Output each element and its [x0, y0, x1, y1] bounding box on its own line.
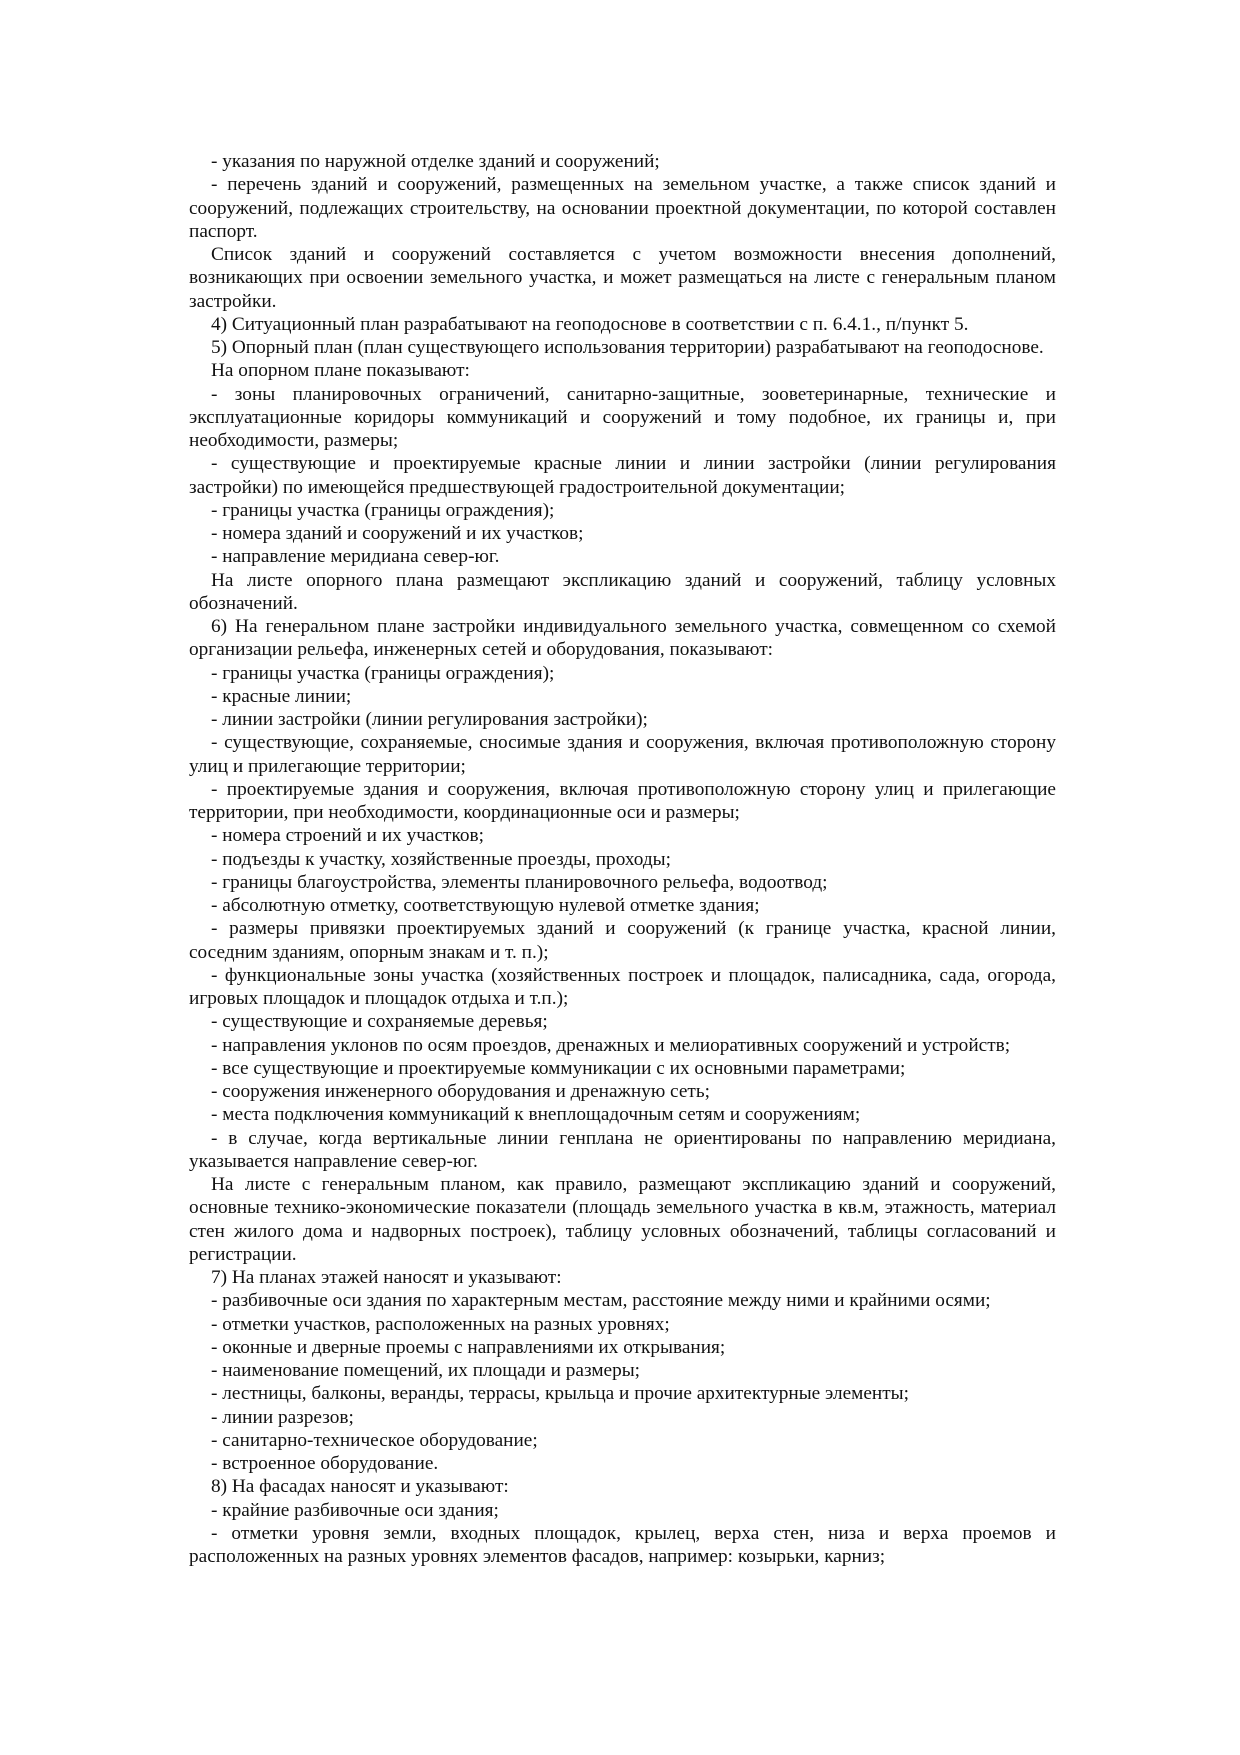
- paragraph: На листе с генеральным планом, как правило, размещают экспликацию зданий и сооружений, основные технико-экономические показатели (площадь земельного участка в кв.м, этажность, материал стен жилого дома и надворных построек), таблицу условных обозначений, таблицы согласований и регистрации.: [189, 1174, 1056, 1265]
- paragraph: - в случае, когда вертикальные линии генплана не ориентированы по направлению меридиана, указывается направление север-юг.: [189, 1127, 1056, 1172]
- paragraph: - подъезды к участку, хозяйственные проезды, проходы;: [211, 848, 671, 870]
- paragraph: - места подключения коммуникаций к внеплощадочным сетям и сооружениям;: [211, 1104, 861, 1126]
- paragraph: Список зданий и сооружений составляется с учетом возможности внесения дополнений, возникающих при освоении земельного участка, и может размещаться на листе с генеральным планом застройки.: [189, 244, 1056, 312]
- paragraph: - границы участка (границы ограждения);: [211, 662, 555, 684]
- paragraph: - номера строений и их участков;: [211, 825, 484, 847]
- paragraph: - разбивочные оси здания по характерным местам, расстояние между ними и крайними осями;: [211, 1290, 991, 1312]
- document-page: [189, 150, 1056, 1568]
- paragraph: - абсолютную отметку, соответствующую нулевой отметке здания;: [211, 895, 760, 916]
- paragraph: 8) На фасадах наносят и указывают:: [211, 1476, 509, 1498]
- paragraph: - существующие, сохраняемые, сносимые здания и сооружения, включая противоположную сторону улиц и прилегающие территории;: [189, 732, 1056, 777]
- paragraph: - сооружения инженерного оборудования и дренажную сеть;: [211, 1081, 710, 1102]
- paragraph: 6) На генеральном плане застройки индивидуального земельного участка, совмещенном со схемой организации рельефа, инженерных сетей и оборудования, показывают:: [189, 616, 1056, 661]
- paragraph: - функциональные зоны участка (хозяйственных построек и площадок, палисадника, сада, огорода, игровых площадок и площадок отдыха и т.п.);: [189, 964, 1056, 1009]
- paragraph: 4) Ситуационный план разрабатывают на геоподоснове в соответствии с п. 6.4.1., п/пункт 5.: [211, 313, 969, 335]
- paragraph: - отметки уровня земли, входных площадок, крылец, верха стен, низа и верха проемов и расположенных на разных уровнях элементов фасадов, например: козырьки, карниз;: [189, 1522, 1056, 1567]
- paragraph: - перечень зданий и сооружений, размещенных на земельном участке, а также список зданий и сооружений, подлежащих строительству, на основании проектной документации, по которой составлен паспорт.: [189, 174, 1056, 242]
- paragraph: На листе опорного плана размещают экспликацию зданий и сооружений, таблицу условных обозначений.: [189, 569, 1056, 614]
- paragraph: - отметки участков, расположенных на разных уровнях;: [211, 1313, 670, 1335]
- paragraph: - крайние разбивочные оси здания;: [211, 1499, 499, 1521]
- paragraph: - санитарно-техническое оборудование;: [211, 1429, 538, 1451]
- paragraph: - существующие и проектируемые красные линии и линии застройки (линии регулирования застройки) по имеющейся предшествующей градостроительной документации;: [189, 453, 1056, 498]
- paragraph: 7) На планах этажей наносят и указывают:: [211, 1267, 562, 1288]
- paragraph: - направление меридиана север-юг.: [211, 546, 500, 568]
- paragraph: - лестницы, балконы, веранды, террасы, крыльца и прочие архитектурные элементы;: [211, 1383, 909, 1405]
- paragraph: - линии разрезов;: [211, 1406, 354, 1428]
- paragraph: - наименование помещений, их площади и размеры;: [211, 1360, 641, 1381]
- paragraph: - границы благоустройства, элементы планировочного рельефа, водоотвод;: [211, 871, 828, 893]
- paragraph: - зоны планировочных ограничений, санитарно-защитные, зооветеринарные, технические и эксплуатационные коридоры коммуникаций и сооружений и тому подобное, их границы и, при необходимости, размеры;: [189, 383, 1056, 451]
- paragraph: - оконные и дверные проемы с направлениями их открывания;: [211, 1336, 726, 1358]
- paragraph: - номера зданий и сооружений и их участков;: [211, 523, 584, 544]
- paragraph: - существующие и сохраняемые деревья;: [211, 1011, 548, 1033]
- paragraph: - проектируемые здания и сооружения, включая противоположную сторону улиц и прилегающие территории, при необходимости, координационные оси и размеры;: [189, 778, 1056, 823]
- paragraph: - все существующие и проектируемые коммуникации с их основными параметрами;: [211, 1057, 906, 1079]
- paragraph: На опорном плане показывают:: [211, 360, 470, 382]
- paragraph: - направления уклонов по осям проездов, дренажных и мелиоративных сооружений и устройств;: [211, 1034, 1011, 1056]
- paragraph: - размеры привязки проектируемых зданий и сооружений (к границе участка, красной линии, соседним зданиям, опорным знакам и т. п.);: [189, 918, 1056, 963]
- paragraph: - встроенное оборудование.: [211, 1453, 439, 1474]
- paragraph: - красные линии;: [211, 685, 352, 707]
- paragraph: 5) Опорный план (план существующего использования территории) разрабатывают на геоподоснове.: [211, 337, 1044, 358]
- paragraph: - границы участка (границы ограждения);: [211, 499, 555, 521]
- paragraph: - указания по наружной отделке зданий и сооружений;: [211, 151, 660, 172]
- paragraph: - линии застройки (линии регулирования застройки);: [211, 709, 648, 730]
